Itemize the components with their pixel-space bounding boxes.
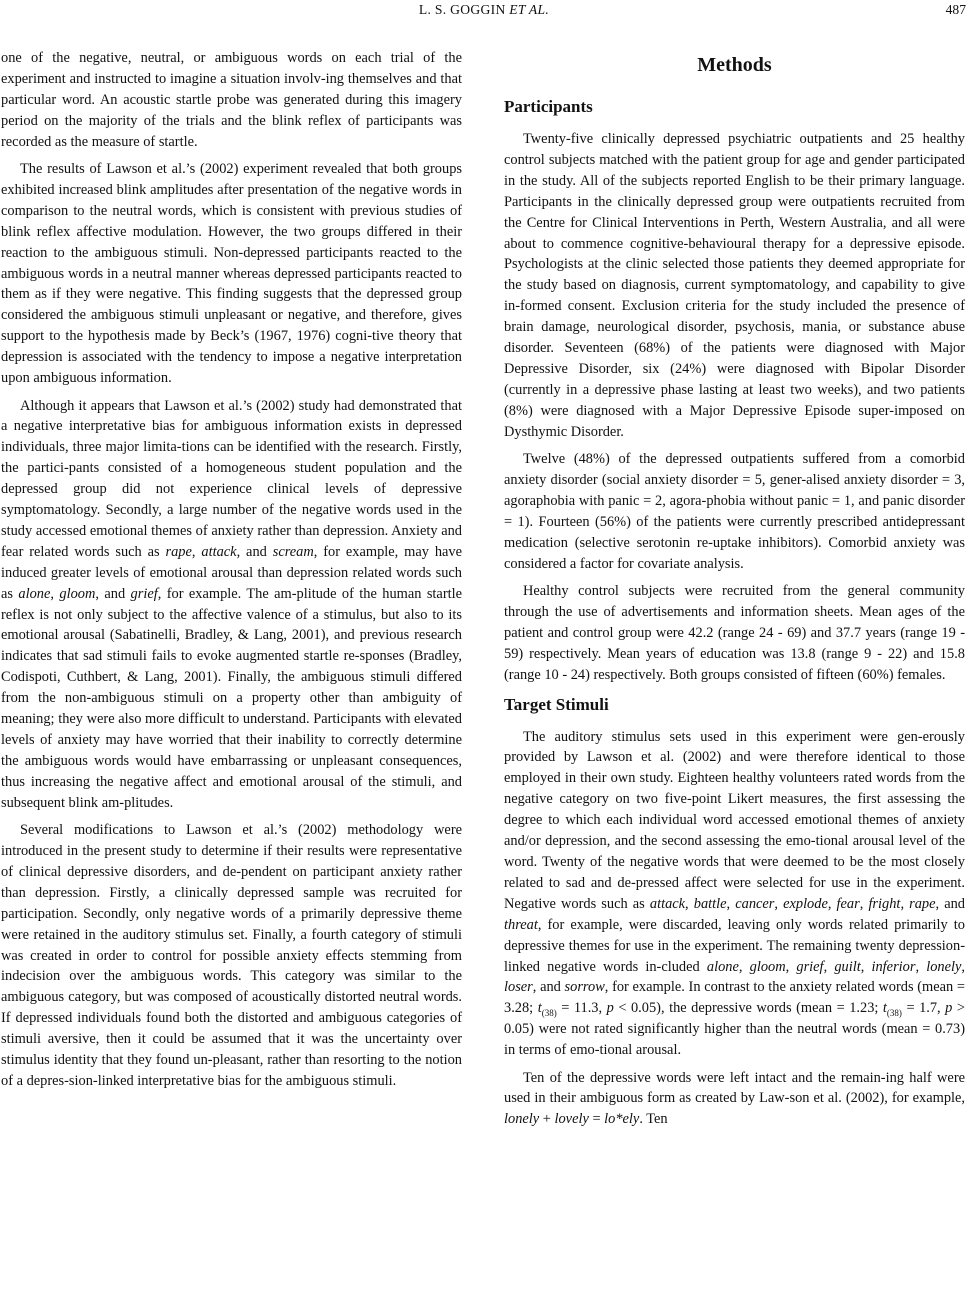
right-column <box>504 48 965 1137</box>
left-column <box>1 48 462 1098</box>
running-head <box>0 0 968 20</box>
running-head-author <box>0 0 968 20</box>
author-name: L. S. GOGGIN <box>418 2 506 17</box>
paragraph-continued: one of the negative, neutral, or ambiguous words on each trial of the experiment and instructed to imagine a situation involv-ing themselves and that particular word. An acoustic startle probe was generated during this imagery period on the majority of the trials and the blink reflex of participants was recorded as the measure of startle. <box>1 50 462 150</box>
subheading-target-stimuli: Target Stimuli <box>504 694 609 714</box>
author-etal: ET AL. <box>509 2 550 17</box>
paragraph-ambiguous-words: Ten of the depressive words were left intact and the remain-ing half were used in their ambiguous form as created by Law-son et al. (2002), for example, lonely + lovely = lo*ely. Ten <box>504 1069 965 1128</box>
paragraph-modifications: Several modifications to Lawson et al.’s (2002) methodology were introduced in the present study to determine if their results were representative of clinical depressive disorders, and de-pendent on participant anxiety rather than depression. Firstly, a clinically depressed sample was recruited for participation. Secondly, only negative words of a primarily depressive theme were retained in the auditory stimulus set. Finally, a fourth category of stimuli was created in order to control for possible anxiety effects stemming from indecision over the ambiguous words. This category was similar to the ambiguous category, but was composed of acoustically distorted neutral words. If depressed individuals found both the distorted and ambiguous categories of stimuli aversive, then it could be assumed that it was the uncertainty over stimulus identity that they found un-pleasant, rather than resorting to the notion of a depres-sion-linked interpretative bias for the ambiguous stimuli. <box>1 822 462 1089</box>
subheading-participants: Participants <box>504 97 593 116</box>
paragraph-lawson-results: The results of Lawson et al.’s (2002) experiment revealed that both groups exhibited increased blink amplitudes after presentation of the negative words in comparison to the neutral words, which is consistent with previous studies of blink reflex affective modulation. However, the two groups differed in their reaction to the ambiguous stimuli. Non-depressed participants reacted to the ambiguous words in a neutral manner whereas depressed participants reacted to them as if they were negative. This finding suggests that the depressed group considered the ambiguous stimuli unpleasant or negative, and therefore, gives support to the hypothesis made by Beck’s (1967, 1976) cogni-tive theory that depression is associated with the tendency to impose a negative interpretation upon ambiguous information. <box>1 161 462 387</box>
paragraph-limitations: Although it appears that Lawson et al.’s (2002) study had demonstrated that a negative interpretative bias for ambiguous information exists in depressed individuals, three major limita-tions can be identified with the research. Firstly, the partici-pants consisted of a homogeneous student population and the depressed group did not experience clinical levels of depressive symptomatology. Secondly, a large number of the negative words used in the study accessed emotional themes of anxiety rather than depression. Anxiety and fear related words such as rape, attack, and scream, for example, may have induced greater levels of emotional arousal than depression related words such as alone, gloom, and grief, for example. The am-plitude of the human startle reflex is not only subject to the affective valence of a stimulus, but also to its emotional arousal (Sabatinelli, Bradley, & Lang, 2001), and previous research indicates that sad stimuli fails to evoke augmented startle re-sponses (Bradley, Codispoti, Cuthbert, & Lang, 2001). Finally, the ambiguous stimuli differed from the non-ambiguous stimuli on a property other than ambiguity of meaning; they were also more difficult to understand. Participants with elevated levels of anxiety may have worried that their inability to correctly determine the ambiguous words would have embarrassing or unpleasant consequences, thus increasing the negative affect and emotional arousal of the stimuli, and subsequent blink am-plitudes. <box>1 397 462 811</box>
paragraph-stimulus-sets: The auditory stimulus sets used in this experiment were gen-erously provided by Lawson et al. (2002) and were therefore identical to those employed in their own study. Eighteen healthy volunteers rated words from the negative category on two five-point Likert measures, the first assessing the degree to which each individual word accessed emotional themes of anxiety and/or depression, and the second assessing the emo-tional arousal level of the word. Twenty of the negative words that were deemed to be the most closely related to sad and de-pressed affect were selected for use in the experiment. Negative words such as attack, battle, cancer, explode, fear, fright, rape, and threat, for example, were discarded, leaving only words related primarily to depressive themes for use in the experiment. The remaining twenty depression-linked negative words in-cluded alone, gloom, grief, guilt, inferior, lonely, loser, and sorrow, for example. In contrast to the anxiety related words (mean = 3.28; $t_{(38)} = 11.3$, p < 0.05), the depressive words (mean = 1.23; $t_{(38)} = 1.7$, p > 0.05) were not rated significantly higher than the neutral words (mean = 0.73) in terms of emo-tional arousal. <box>504 728 966 1059</box>
paragraph-comorbidity: Twelve (48%) of the depressed outpatients suffered from a comorbid anxiety disorder (social anxiety disorder = 5, gener-alised anxiety disorder = 3, agoraphobia with panic = 2, agora-phobia without panic = 1, and panic disorder = 1). Fourteen (56%) of the patients were currently prescribed antidepressant medication (selective serotonin re-uptake inhibitors). Comorbid anxiety was considered a factor for covariate analysis. <box>504 451 965 572</box>
paragraph-participants: Twenty-five clinically depressed psychiatric outpatients and 25 healthy control subjects matched with the patient group for age and gender participated in the study. All of the subjects reported English to be their primary language. Participants in the clinically depressed group were outpatients recruited from the Centre for Clinical Interventions in Perth, Western Australia, and all were about to commence cognitive-behavioural therapy for a depressive episode. Psychologists at the clinic selected those patients they deemed appropriate for the study based on diagnosis, current symptomatology, and capability to give in-formed consent. Exclusion criteria for the study included the presence of brain damage, neurological disorder, psychosis, mania, or substance abuse disorder. Seventeen (68%) of the patients were diagnosed with Major Depressive Disorder, six (24%) were diagnosed with Bipolar Disorder (currently in a depressive phase lasting at least two weeks), and two patients (8%) were diagnosed with a Major Depressive Episode super-imposed on Dysthymic Disorder. <box>504 131 965 440</box>
section-title-methods: Methods <box>697 54 772 76</box>
paragraph-controls: Healthy control subjects were recruited from the general community through the use of advertisements and information sheets. Mean ages of the patient and control group were 42.2 (range 24 - 69) and 37.7 years (range 19 - 59) respectively. Mean years of education was 13.8 (range 9 - 22) and 15.8 (range 10 - 24) respectively. Both groups consisted of fifteen (60%) females. <box>504 583 965 683</box>
page-number: 487 <box>945 2 966 17</box>
